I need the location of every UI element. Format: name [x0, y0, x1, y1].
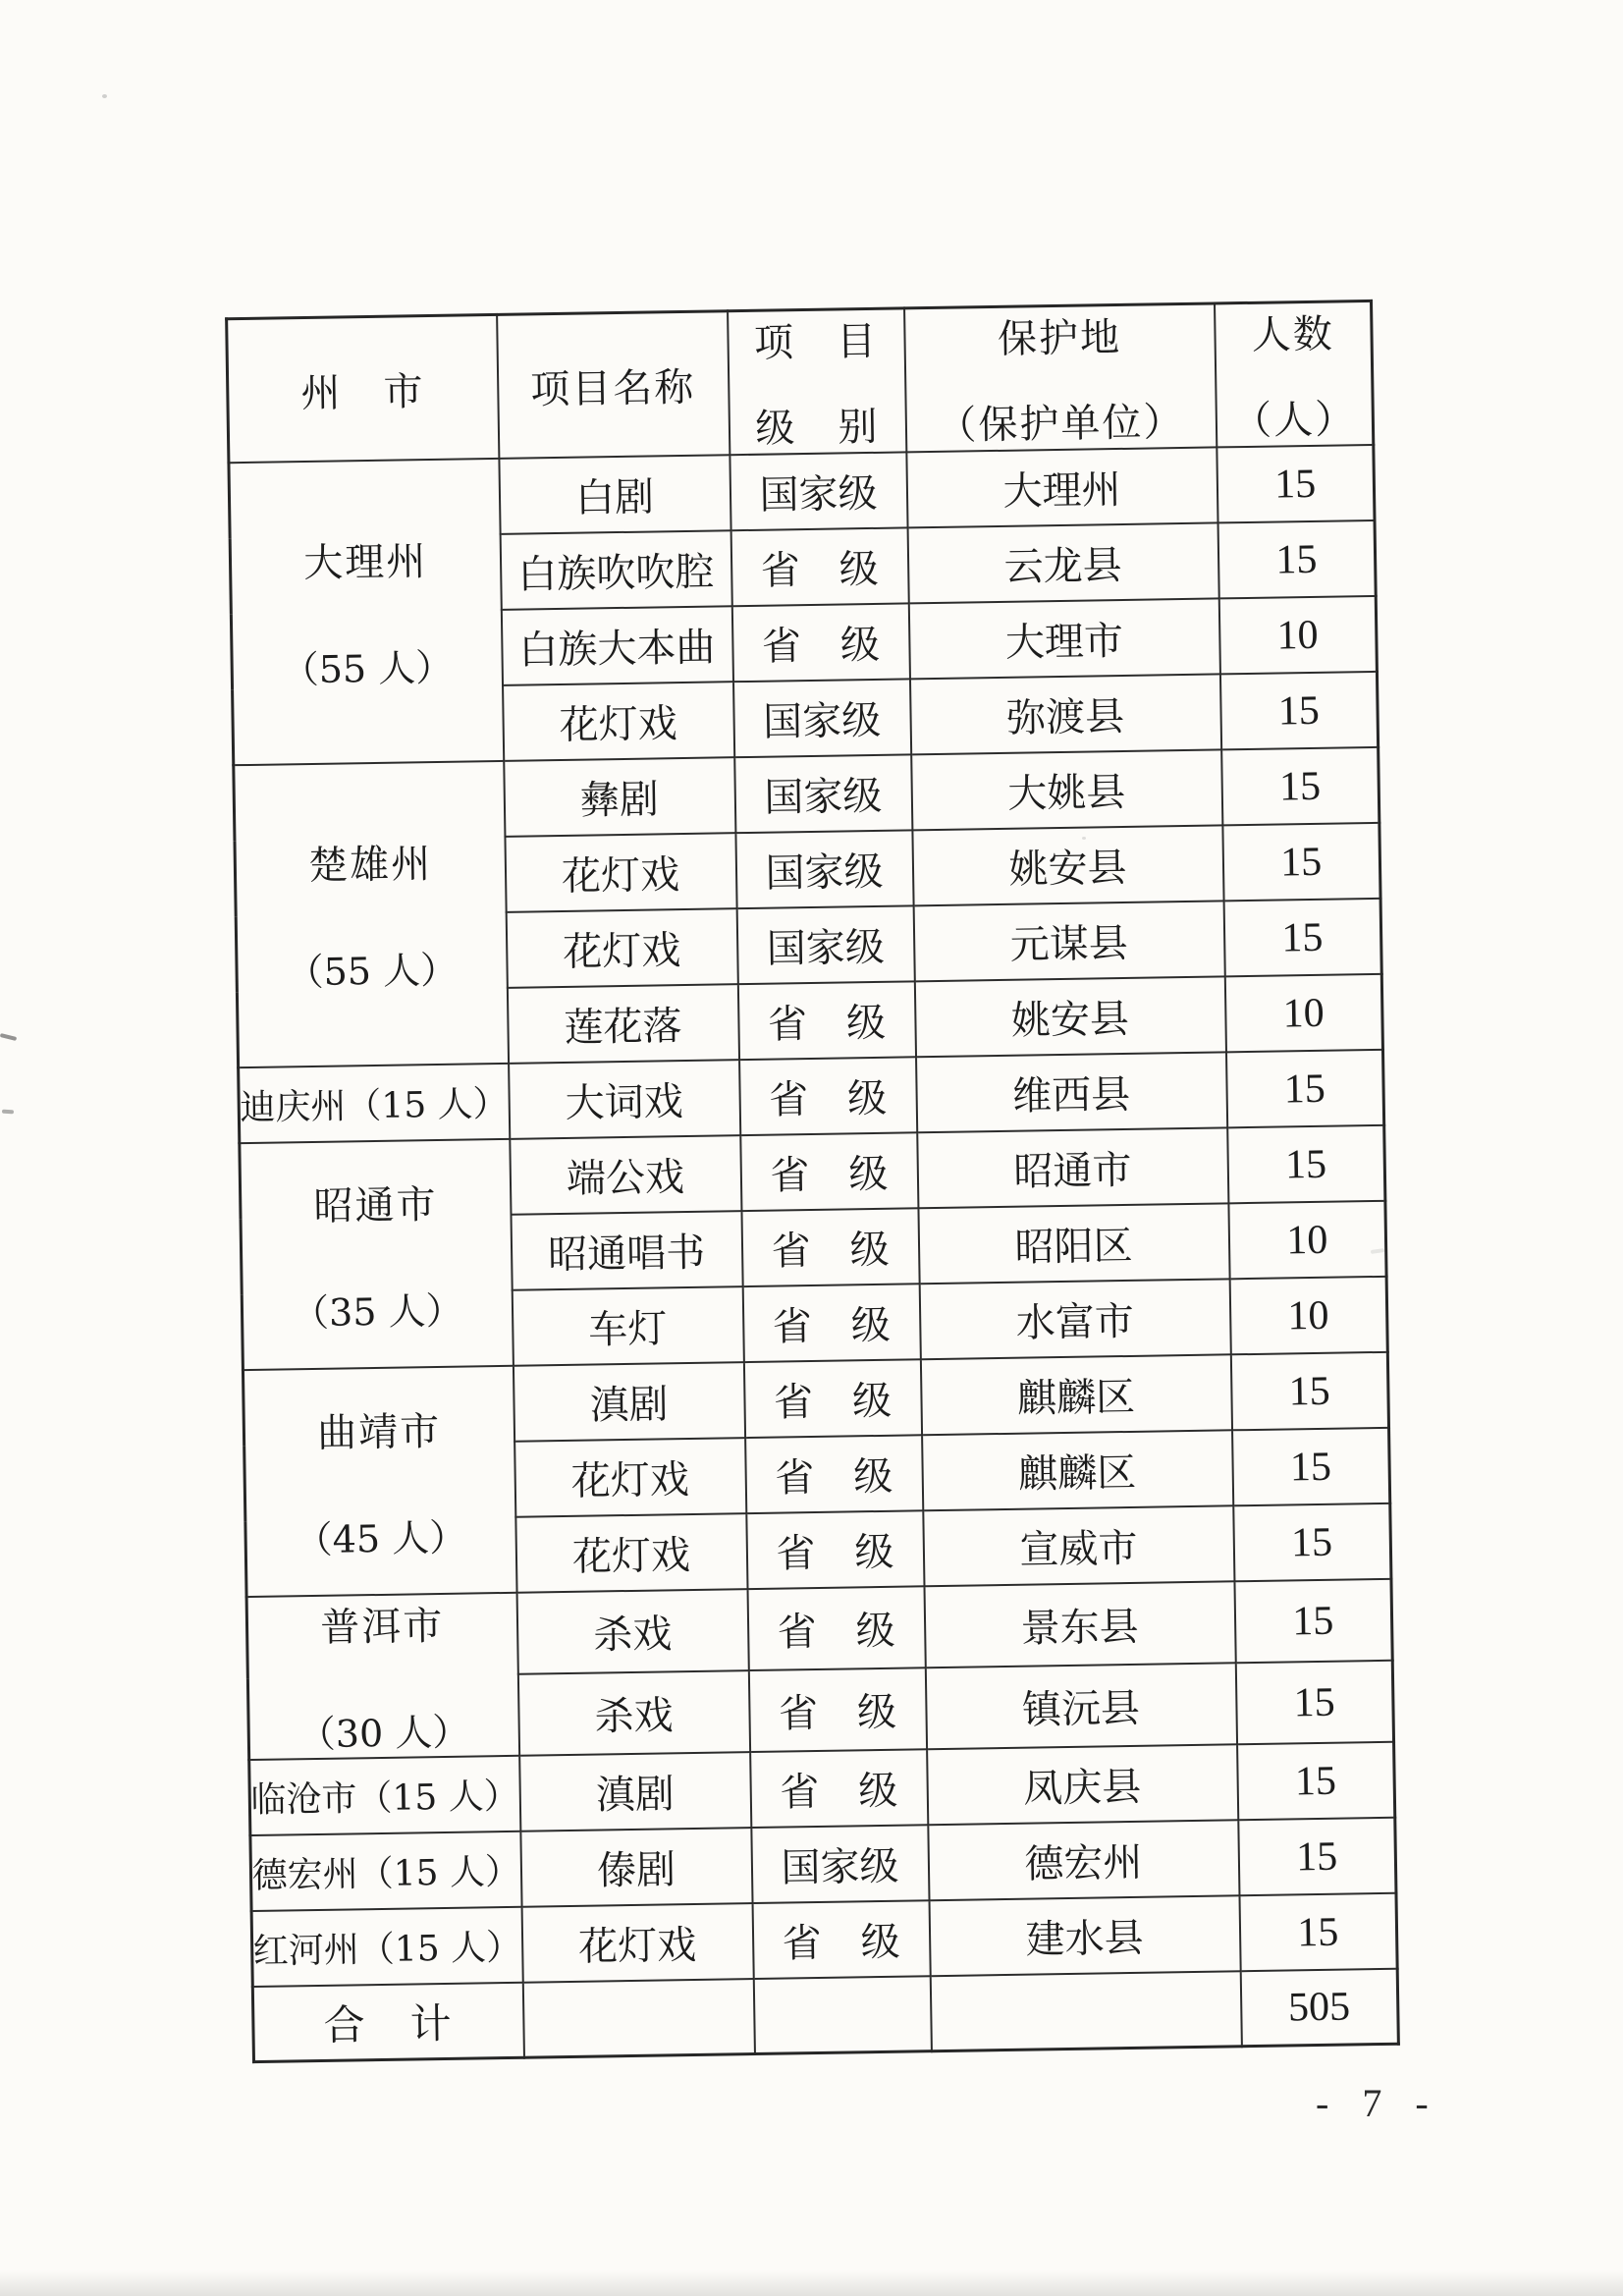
place-cell: 昭通市: [917, 1127, 1228, 1208]
place-cell: 维西县: [916, 1052, 1227, 1132]
project-cell: 大词戏: [509, 1060, 740, 1139]
region-name: 红河州（15 人）: [252, 1927, 522, 1973]
project-cell: 白族大本曲: [501, 606, 732, 685]
place-cell: 凤庆县: [927, 1744, 1238, 1825]
people-cell: 15: [1234, 1579, 1392, 1664]
level-cell: 省 级: [748, 1667, 926, 1752]
region-cell-dali: [229, 459, 504, 765]
level-cell: 国家级: [733, 679, 911, 757]
region-name: 大理州: [302, 539, 428, 587]
region-cell-dehong: [250, 1831, 521, 1911]
project-cell: 昭通唱书: [511, 1211, 742, 1290]
people-cell: 15: [1217, 445, 1375, 523]
project-cell: 花灯戏: [514, 1438, 746, 1517]
place-cell: 水富市: [919, 1279, 1230, 1359]
level-cell: 省 级: [746, 1510, 924, 1589]
scan-margin-mark: [2, 1110, 14, 1115]
level-cell: 省 级: [731, 603, 909, 682]
header-people-count-line2: （人）: [1231, 397, 1357, 445]
region-count: （55 人）: [286, 948, 459, 995]
level-cell: 省 级: [747, 1586, 925, 1670]
people-cell: 15: [1221, 747, 1380, 826]
empty-cell: [930, 1971, 1241, 2050]
region-cell-puer: [246, 1593, 519, 1760]
header-project-level-line2: 级 别: [755, 404, 880, 452]
header-protection-place-line1: 保护地: [997, 314, 1122, 362]
header-protection-place: [904, 303, 1217, 452]
header-project-name: 项目名称: [497, 311, 730, 459]
scan-edge-shadow: [0, 2270, 1623, 2296]
region-cell-lincang: [249, 1756, 520, 1835]
region-count: （30 人）: [298, 1710, 470, 1757]
people-cell: 15: [1230, 1352, 1388, 1431]
level-cell: 省 级: [742, 1284, 920, 1362]
empty-cell: [753, 1976, 931, 2053]
region-count: （45 人）: [295, 1515, 467, 1561]
header-project-level: [728, 308, 906, 455]
table-header-row: [227, 301, 1374, 463]
level-cell: 国家级: [751, 1825, 929, 1903]
place-cell: 德宏州: [928, 1820, 1239, 1900]
project-cell: 花灯戏: [505, 833, 736, 912]
project-cell: 杀戏: [517, 1670, 749, 1756]
people-cell: 15: [1222, 823, 1380, 902]
level-cell: 国家级: [730, 452, 907, 530]
region-cell-honghe: [251, 1907, 522, 1987]
people-cell: 15: [1239, 1893, 1397, 1972]
people-cell: 10: [1224, 974, 1382, 1053]
project-cell: 杀戏: [516, 1589, 748, 1674]
total-label-cell: [252, 1983, 523, 2061]
region-name: 楚雄州: [307, 842, 433, 890]
level-cell: 省 级: [730, 527, 908, 606]
project-cell: 花灯戏: [506, 908, 737, 988]
scan-speck: [1082, 837, 1086, 840]
project-cell: 滇剧: [513, 1362, 744, 1442]
people-cell: 15: [1225, 1050, 1383, 1128]
project-cell: 花灯戏: [521, 1903, 753, 1983]
region-cell-chuxiong: [234, 761, 509, 1067]
region-cell-diqing: [239, 1064, 510, 1143]
empty-cell: [522, 1979, 754, 2057]
project-cell: 莲花落: [507, 984, 738, 1064]
level-cell: 省 级: [741, 1208, 919, 1286]
table-wrapper: [225, 300, 1400, 2063]
region-name: 迪庆州（15 人）: [240, 1083, 509, 1129]
people-cell: 10: [1229, 1277, 1387, 1355]
place-cell: 大姚县: [911, 749, 1222, 830]
header-protection-place-line2: （保护单位）: [937, 399, 1185, 449]
header-people-count: [1215, 301, 1374, 447]
people-cell: 15: [1223, 899, 1381, 977]
place-cell: 昭阳区: [918, 1203, 1229, 1284]
allocation-table: [225, 300, 1400, 2063]
people-cell: 10: [1218, 596, 1377, 675]
people-cell: 10: [1228, 1201, 1386, 1280]
region-name: 普洱市: [319, 1603, 445, 1651]
people-cell: 15: [1227, 1125, 1385, 1204]
level-cell: 省 级: [737, 981, 915, 1060]
level-cell: 省 级: [740, 1132, 918, 1211]
people-cell: 15: [1235, 1661, 1393, 1745]
region-count: （35 人）: [291, 1288, 463, 1335]
scan-speck: [102, 94, 107, 98]
place-cell: 宣威市: [923, 1505, 1234, 1586]
project-cell: 端公戏: [510, 1135, 741, 1215]
total-people-cell: 505: [1240, 1969, 1398, 2047]
people-cell: 15: [1233, 1503, 1391, 1582]
project-cell: 花灯戏: [503, 682, 734, 761]
region-name: 昭通市: [313, 1181, 438, 1230]
level-cell: 省 级: [752, 1900, 930, 1979]
people-cell: 15: [1237, 1742, 1395, 1821]
total-label: 合 计: [323, 1998, 455, 2050]
place-cell: 元谋县: [913, 901, 1224, 981]
header-people-count-line1: 人数: [1251, 311, 1335, 358]
project-cell: 傣剧: [520, 1828, 752, 1907]
place-cell: 云龙县: [907, 522, 1218, 603]
region-cell-qujing: [243, 1366, 516, 1597]
page-number: - 7 -: [1316, 2081, 1440, 2125]
scan-margin-mark: [0, 1033, 17, 1041]
people-cell: 15: [1219, 672, 1378, 750]
people-cell: 15: [1238, 1818, 1396, 1896]
place-cell: 建水县: [929, 1895, 1240, 1976]
region-name: 临沧市（15 人）: [250, 1776, 520, 1822]
level-cell: 省 级: [745, 1435, 923, 1513]
header-project-level-line1: 项 目: [753, 318, 879, 366]
place-cell: 景东县: [924, 1581, 1235, 1667]
place-cell: 姚安县: [912, 825, 1223, 905]
project-cell: 花灯戏: [515, 1513, 747, 1593]
header-region: 州 市: [227, 314, 499, 463]
place-cell: 弥渡县: [909, 674, 1220, 754]
place-cell: 镇沅县: [925, 1663, 1236, 1749]
region-count: （55 人）: [281, 645, 454, 692]
region-name: 曲靖市: [316, 1408, 442, 1456]
level-cell: 国家级: [734, 754, 912, 833]
level-cell: 省 级: [739, 1057, 917, 1135]
region-cell-zhaotong: [240, 1139, 514, 1370]
project-cell: 滇剧: [519, 1752, 751, 1831]
project-cell: 白族吹吹腔: [500, 530, 731, 610]
level-cell: 国家级: [735, 830, 913, 908]
region-name: 德宏州（15 人）: [251, 1851, 521, 1897]
level-cell: 省 级: [750, 1749, 928, 1828]
people-cell: 15: [1217, 520, 1376, 599]
place-cell: 大理市: [908, 598, 1219, 679]
place-cell: 姚安县: [914, 976, 1225, 1057]
project-cell: 白剧: [499, 455, 730, 534]
place-cell: 麒麟区: [922, 1430, 1233, 1510]
place-cell: 麒麟区: [920, 1354, 1231, 1435]
level-cell: 省 级: [743, 1359, 921, 1438]
people-cell: 15: [1232, 1428, 1390, 1506]
level-cell: 国家级: [736, 905, 914, 984]
project-cell: 彝剧: [504, 757, 735, 837]
project-cell: 车灯: [512, 1286, 743, 1366]
place-cell: 大理州: [906, 447, 1217, 527]
